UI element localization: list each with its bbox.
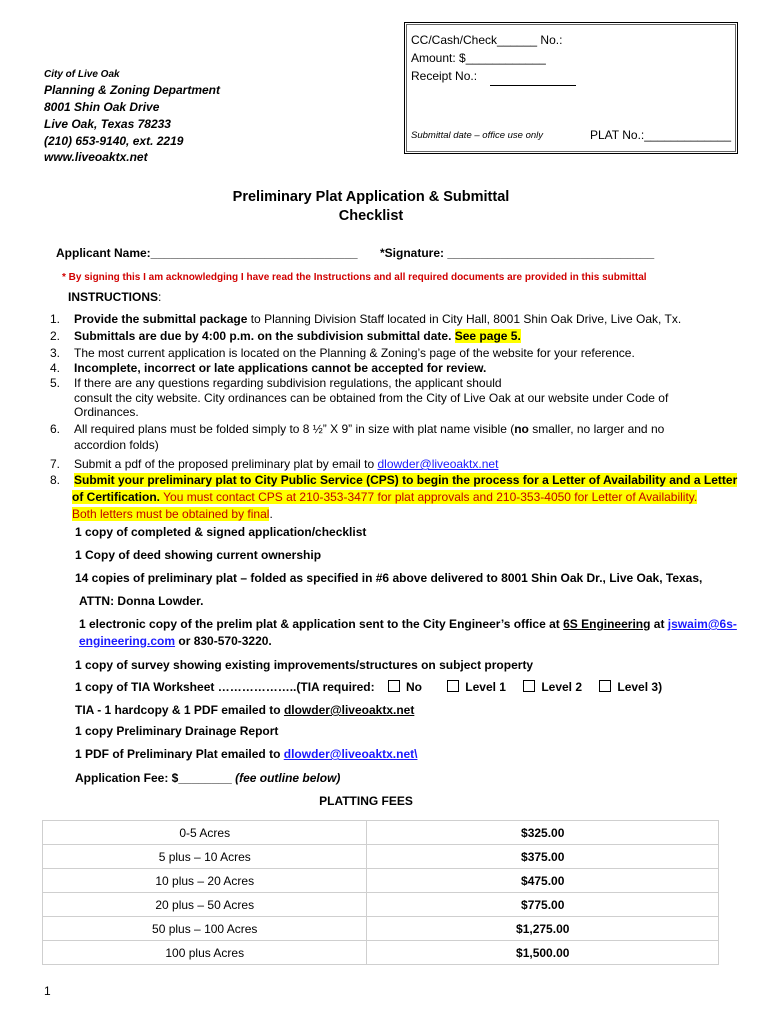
payment-method-line: CC/Cash/Check______ No.: (411, 33, 563, 47)
checklist-item-deed: 1 Copy of deed showing current ownership (75, 548, 322, 562)
email-link[interactable]: dlowder@liveoaktx.net (377, 457, 499, 471)
receipt-underline (490, 85, 576, 86)
pdf-email-link[interactable]: dlowder@liveoaktx.net\ (283, 747, 418, 761)
fee-amount: $1,500.00 (367, 941, 719, 965)
engineer-phone: or 830-570-3220. (175, 634, 272, 648)
receipt-line: Receipt No.: (411, 69, 478, 83)
instruction-6-text: All required plans must be folded simply to 8 ½” X 9” in size with plat name visible ( (74, 422, 515, 436)
fee-amount: $475.00 (367, 869, 719, 893)
submittal-date-label: Submittal date – office use only (411, 130, 544, 141)
page-title: Preliminary Plat Application & Submittal (232, 189, 510, 205)
checklist-item-tia-copy (75, 703, 414, 717)
tia-copy-text: TIA - 1 hardcopy & 1 PDF emailed to (75, 703, 284, 717)
instructions-heading-colon: : (158, 290, 162, 304)
fee-amount: $375.00 (367, 845, 719, 869)
tia-level2-label: Level 2 (541, 680, 583, 694)
tia-level1-label: Level 1 (465, 680, 506, 694)
engineering-company: 6S Engineering (563, 617, 651, 631)
fee-amount: $325.00 (367, 821, 719, 845)
fee-row (43, 893, 719, 917)
platting-fees-heading: PLATTING FEES (319, 794, 413, 808)
instruction-item-7 (74, 457, 498, 471)
city-name: City of Live Oak (44, 69, 120, 80)
instruction-item-2 (74, 329, 521, 343)
fee-acreage: 0-5 Acres (43, 821, 367, 845)
engineer-email-link[interactable]: jswaim@6s- (667, 617, 737, 631)
see-page-highlight: See page 5. (454, 329, 521, 343)
fee-acreage: 5 plus – 10 Acres (43, 845, 367, 869)
instruction-1-text: to Planning Division Staff located in City Hall, 8001 Shin Oak Drive, Live Oak, Tx. (247, 312, 682, 326)
item-number: 5. (50, 376, 61, 390)
instruction-8-text: You must contact CPS at 210-353-3477 for plat approvals and 210-353-4050 for Letter of Availability. (160, 490, 698, 504)
checklist-item-electronic-copy (79, 617, 737, 631)
fee-amount: $1,275.00 (367, 917, 719, 941)
instruction-item-3: The most current application is located on the Planning & Zoning’s page of the website for your reference. (74, 346, 635, 360)
instructions-heading (68, 290, 161, 304)
item-number: 1. (50, 312, 61, 326)
amount-line: Amount: $____________ (411, 51, 546, 65)
instruction-6-text-2: smaller, no larger and no (528, 422, 665, 436)
instruction-8-period: . (269, 507, 273, 521)
fee-row (43, 869, 719, 893)
item-number: 2. (50, 329, 61, 343)
instruction-item-1 (74, 312, 681, 326)
checklist-item-copies-attn: ATTN: Donna Lowder. (79, 594, 204, 608)
electronic-copy-text: 1 electronic copy of the prelim plat & application sent to the City Engineer’s office at (79, 617, 564, 631)
instruction-item-6-line-1 (74, 422, 664, 436)
application-fee-field[interactable]: Application Fee: $________ (75, 771, 232, 785)
instruction-8-final: Both letters must be obtained by final (72, 507, 270, 521)
fee-row (43, 845, 719, 869)
item-number: 4. (50, 361, 61, 375)
tia-level3-checkbox[interactable] (599, 680, 611, 692)
city-website: www.liveoaktx.net (44, 150, 148, 164)
checklist-item-pdf (75, 747, 417, 761)
instruction-7-text: Submit a pdf of the proposed preliminary plat by email to (74, 457, 378, 471)
instruction-1-bold: Provide the submittal package (74, 312, 248, 326)
instruction-8-bold: of Certification. (72, 490, 161, 504)
page-title-line-2: Checklist (338, 208, 404, 224)
tia-worksheet-text: 1 copy of TIA Worksheet ………………..(TIA required: (75, 680, 375, 694)
instruction-item-5-line-1: If there are any questions regarding subdivision regulations, the applicant should (74, 376, 502, 390)
fee-row (43, 917, 719, 941)
fee-row (43, 821, 719, 845)
item-number: 3. (50, 346, 61, 360)
page-number: 1 (44, 984, 51, 998)
pdf-text: 1 PDF of Preliminary Plat emailed to (75, 747, 284, 761)
checklist-item-fee (75, 771, 340, 785)
instruction-item-8-line-1: Submit your preliminary plat to City Public Service (CPS) to begin the process for a Letter of Availability and a Letter (74, 473, 738, 487)
department-name: Planning & Zoning Department (44, 83, 220, 97)
instruction-item-5-line-2: consult the city website. City ordinances can be obtained from the City of Live Oak at our website under Code of (74, 391, 669, 405)
platting-fees-table (42, 820, 719, 965)
item-number: 7. (50, 457, 61, 471)
fee-row (43, 941, 719, 965)
tia-no-checkbox[interactable] (388, 680, 400, 692)
fee-amount: $775.00 (367, 893, 719, 917)
instruction-item-8-line-3 (72, 507, 273, 521)
address-line-1: 8001 Shin Oak Drive (44, 100, 160, 114)
fee-acreage: 10 plus – 20 Acres (43, 869, 367, 893)
checklist-item-tia (75, 680, 662, 694)
plat-number-line: PLAT No.:_____________ (590, 128, 732, 142)
checklist-item-electronic-copy-2 (79, 634, 272, 648)
tia-no-label: No (405, 680, 422, 694)
engineer-email-link-2[interactable]: engineering.com (79, 634, 176, 648)
instruction-item-4: Incomplete, incorrect or late applications cannot be accepted for review. (74, 361, 487, 375)
item-number: 6. (50, 422, 61, 436)
instruction-6-no: no (514, 422, 529, 436)
fee-acreage: 50 plus – 100 Acres (43, 917, 367, 941)
item-number: 8. (50, 473, 61, 487)
acknowledgement-notice: * By signing this I am acknowledging I have read the Instructions and all required documents are provided in this submittal (62, 272, 647, 283)
checklist-item-drainage: 1 copy Preliminary Drainage Report (75, 724, 279, 738)
instruction-item-6-line-2: accordion folds) (74, 438, 159, 452)
instruction-item-8-line-2 (72, 490, 697, 504)
applicant-name-field[interactable]: Applicant Name:_______________________________ (56, 246, 358, 260)
address-line-2: Live Oak, Texas 78233 (44, 117, 171, 131)
checklist-item-survey: 1 copy of survey showing existing improvements/structures on subject property (75, 658, 534, 672)
signature-field[interactable]: *Signature: _______________________________ (380, 246, 655, 260)
tia-level1-checkbox[interactable] (447, 680, 459, 692)
fee-outline-note: (fee outline below) (231, 771, 341, 785)
tia-email[interactable]: dlowder@liveoaktx.net (283, 703, 415, 717)
checklist-item-application: 1 copy of completed & signed application/checklist (75, 525, 367, 539)
instruction-item-5-line-3: Ordinances. (74, 405, 139, 419)
phone-number: (210) 653-9140, ext. 2219 (44, 134, 184, 148)
instruction-2-bold: Submittals are due by 4:00 p.m. on the subdivision submittal date. (74, 329, 452, 343)
tia-level2-checkbox[interactable] (523, 680, 535, 692)
tia-level3-label: Level 3) (617, 680, 663, 694)
electronic-copy-at: at (650, 617, 668, 631)
checklist-item-copies: 14 copies of preliminary plat – folded as specified in #6 above delivered to 8001 Shin Oak Dr., Live Oak, Texas, (75, 571, 703, 585)
fee-acreage: 100 plus Acres (43, 941, 367, 965)
instructions-heading-text: INSTRUCTIONS (68, 290, 158, 304)
fee-acreage: 20 plus – 50 Acres (43, 893, 367, 917)
